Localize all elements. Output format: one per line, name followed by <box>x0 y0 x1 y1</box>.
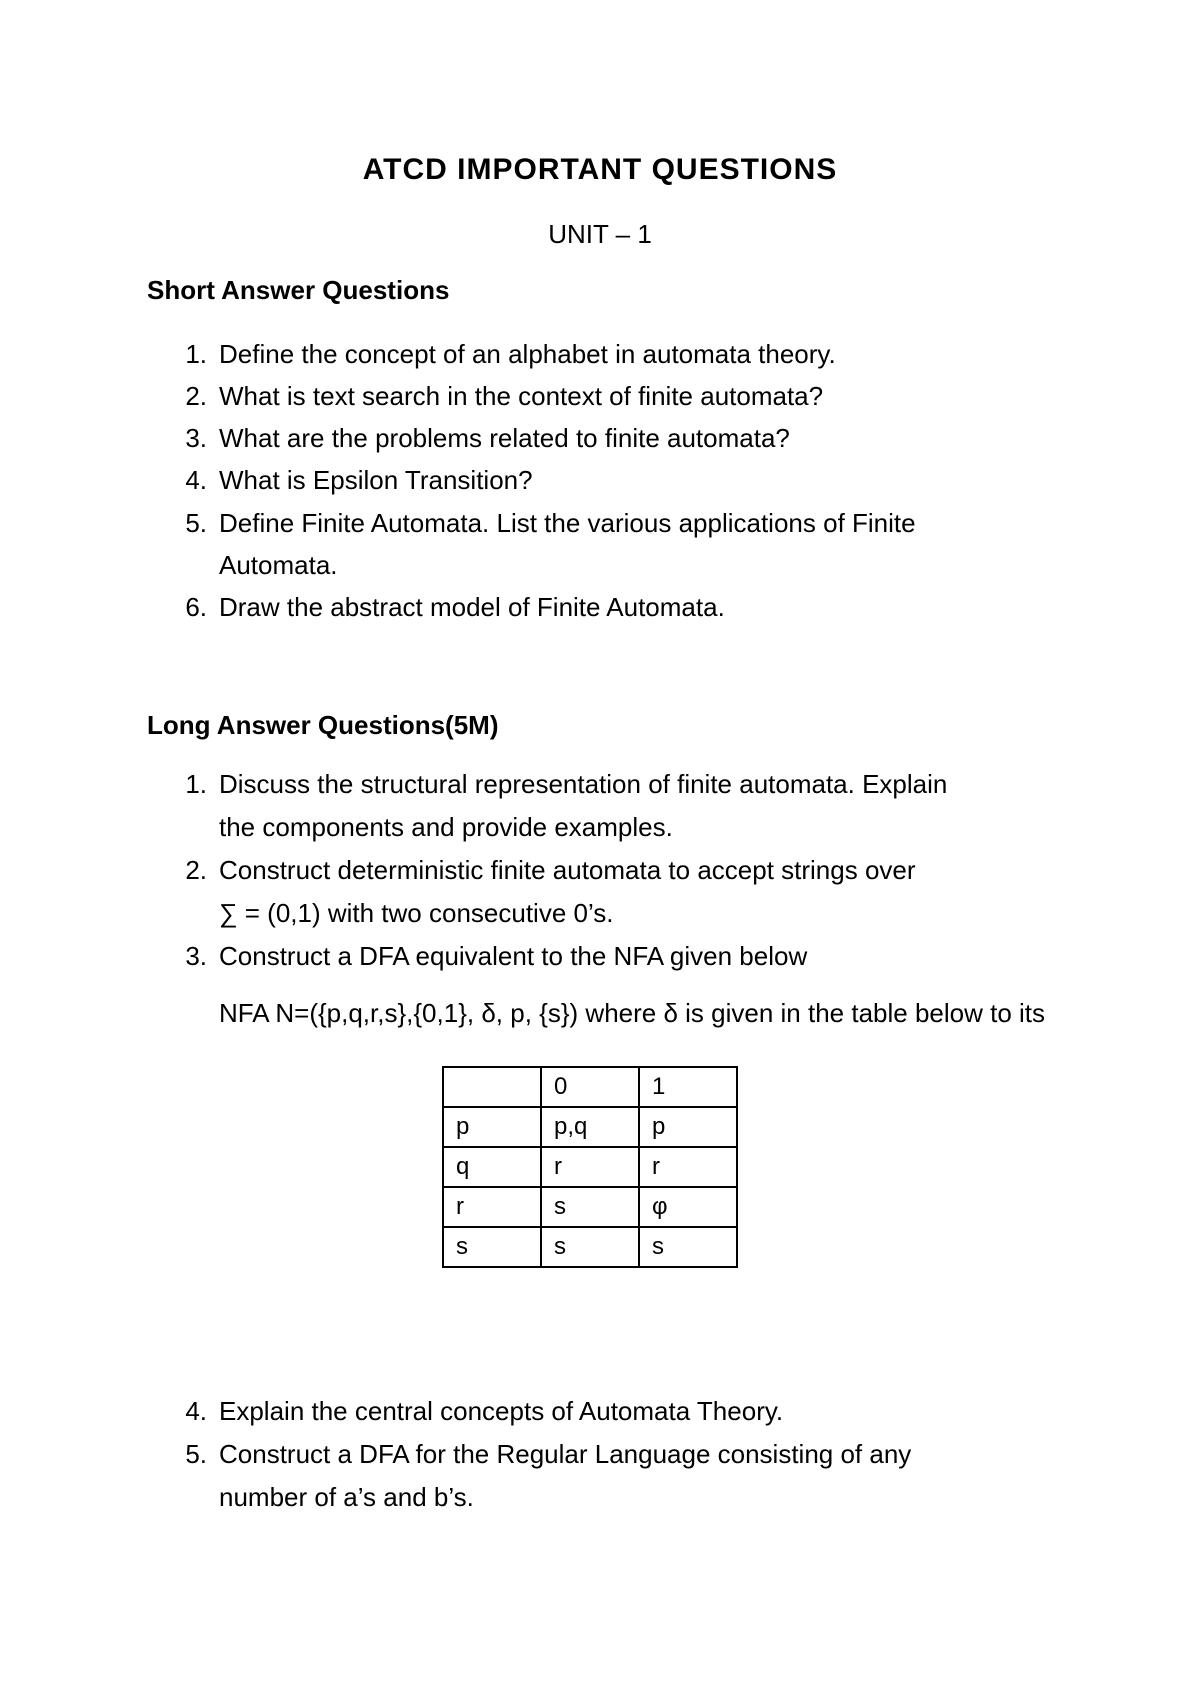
unit-heading: UNIT – 1 <box>548 219 652 249</box>
nfa-definition: NFA N=({p,q,r,s},{0,1}, δ, p, {s}) where δ is given in the table below to its <box>219 998 1046 1028</box>
question-text: Define the concept of an alphabet in automata theory. <box>219 339 836 369</box>
table-row <box>443 1147 737 1187</box>
table-cell: s <box>541 1187 639 1227</box>
long-answer-heading: Long Answer Questions(5M) <box>147 710 499 740</box>
table-cell: 0 <box>541 1067 639 1107</box>
question-number: 6. <box>185 592 207 622</box>
table-cell: q <box>443 1147 541 1187</box>
transition-table <box>442 1066 738 1268</box>
question-number: 1. <box>185 769 207 799</box>
question-text-continued: Automata. <box>219 550 338 580</box>
question-text: Draw the abstract model of Finite Automata. <box>219 592 725 622</box>
table-cell: s <box>541 1227 639 1267</box>
question-number: 5. <box>185 1439 207 1469</box>
table-cell: p,q <box>541 1107 639 1147</box>
question-text: Construct a DFA for the Regular Language consisting of any <box>219 1439 912 1469</box>
question-text: What is text search in the context of finite automata? <box>219 381 824 411</box>
table-cell: s <box>639 1227 737 1267</box>
question-text: Explain the central concepts of Automata Theory. <box>219 1396 784 1426</box>
table-cell: p <box>443 1107 541 1147</box>
table-row <box>443 1227 737 1267</box>
table-cell: r <box>639 1147 737 1187</box>
question-text: Define Finite Automata. List the various applications of Finite <box>219 508 916 538</box>
table-row <box>443 1187 737 1227</box>
question-number: 3. <box>185 423 207 453</box>
question-number: 5. <box>185 508 207 538</box>
question-text: Construct deterministic finite automata to accept strings over <box>219 855 916 885</box>
table-cell: φ <box>639 1187 737 1227</box>
question-text-continued: number of a’s and b’s. <box>219 1482 474 1512</box>
table-row <box>443 1107 737 1147</box>
table-header-row <box>443 1067 737 1107</box>
question-text: Construct a DFA equivalent to the NFA given below <box>219 941 808 971</box>
table-cell: 1 <box>639 1067 737 1107</box>
question-text: What are the problems related to finite automata? <box>219 423 790 453</box>
document-title: ATCD IMPORTANT QUESTIONS <box>362 153 838 186</box>
question-number: 2. <box>185 381 207 411</box>
table-cell <box>443 1067 541 1107</box>
question-text: What is Epsilon Transition? <box>219 465 533 495</box>
table-cell: p <box>639 1107 737 1147</box>
table-cell: r <box>443 1187 541 1227</box>
question-number: 2. <box>185 855 207 885</box>
question-text-continued: the components and provide examples. <box>219 812 673 842</box>
question-text-continued: ∑ = (0,1) with two consecutive 0’s. <box>219 898 614 928</box>
short-answer-heading: Short Answer Questions <box>147 275 450 305</box>
table-cell: s <box>443 1227 541 1267</box>
question-number: 3. <box>185 941 207 971</box>
table-cell: r <box>541 1147 639 1187</box>
question-number: 4. <box>185 1396 207 1426</box>
question-number: 1. <box>185 339 207 369</box>
question-number: 4. <box>185 465 207 495</box>
question-text: Discuss the structural representation of finite automata. Explain <box>219 769 948 799</box>
